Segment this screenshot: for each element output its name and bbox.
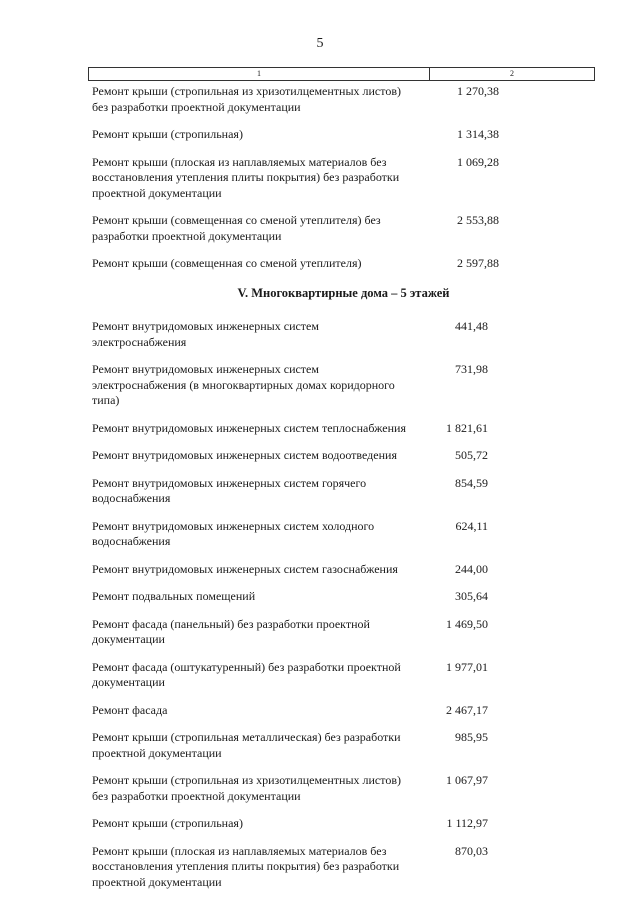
table-row: [92, 155, 595, 202]
row-value: 1 977,01: [446, 659, 488, 674]
row-description: Ремонт крыши (совмещенная со сменой утеплителя): [92, 256, 362, 270]
column-number-1: 1: [89, 68, 430, 80]
row-value: 731,98: [455, 362, 488, 376]
row-description: Ремонт внутридомовых инженерных систем холодного водоснабжения: [92, 518, 375, 548]
row-value: 624,11: [455, 518, 488, 533]
row-description: Ремонт крыши (стропильная из хризотилцементных листов) без разработки проектной документации: [92, 773, 401, 803]
row-value: 2 467,17: [446, 702, 488, 717]
row-description: Ремонт фасада (оштукатуренный) без разработки проектной документации: [92, 659, 401, 689]
table-row: [92, 476, 595, 507]
column-number-2: 2: [510, 69, 514, 78]
page-number: 5: [316, 36, 324, 51]
table-row: [92, 730, 595, 761]
table-row: [92, 519, 595, 550]
row-description: Ремонт крыши (стропильная металлическая) без разработки проектной документации: [92, 730, 401, 760]
row-value: 505,72: [455, 448, 488, 462]
section-title: V. Многоквартирные дома – 5 этажей: [237, 285, 450, 300]
table-row: [92, 844, 595, 891]
row-value: 1 469,50: [446, 616, 488, 631]
table-row: [92, 660, 595, 691]
row-description: Ремонт внутридомовых инженерных систем теплоснабжения: [92, 420, 406, 435]
table-row: [92, 213, 595, 244]
row-description: Ремонт внутридомовых инженерных систем электроснабжения: [92, 319, 319, 349]
row-description: Ремонт крыши (плоская из наплавляемых материалов без восстановления утепления плиты покрытия) без разработки проектной документации: [92, 843, 400, 889]
row-description: Ремонт фасада (панельный) без разработки проектной документации: [92, 616, 370, 646]
row-value: 1 069,28: [457, 154, 499, 169]
row-description: Ремонт подвальных помещений: [92, 589, 256, 603]
table-row: [92, 617, 595, 648]
cost-table: [92, 84, 595, 902]
row-value: 305,64: [455, 589, 488, 603]
table-row: [92, 773, 595, 804]
row-value: 244,00: [455, 561, 488, 576]
row-description: Ремонт крыши (плоская из наплавляемых материалов без восстановления утепления плиты покрытия) без разработки проектной документации: [92, 154, 400, 200]
table-row: [92, 703, 595, 719]
row-description: Ремонт внутридомовых инженерных систем газоснабжения: [92, 561, 398, 576]
table-row: [92, 562, 595, 578]
row-value: 854,59: [455, 475, 488, 490]
row-value: 870,03: [455, 843, 488, 858]
table-row: [92, 816, 595, 832]
row-value: 441,48: [455, 319, 488, 333]
row-value: 985,95: [455, 730, 488, 744]
table-row: [92, 589, 595, 605]
table-row: [92, 421, 595, 437]
row-description: Ремонт внутридомовых инженерных систем горячего водоснабжения: [92, 475, 367, 505]
row-description: Ремонт крыши (стропильная): [92, 816, 243, 830]
row-description: Ремонт крыши (стропильная): [92, 127, 243, 141]
row-description: Ремонт крыши (совмещенная со сменой утеплителя) без разработки проектной документации: [92, 213, 381, 243]
row-value: 1 821,61: [446, 420, 488, 435]
row-value: 1 270,38: [457, 84, 499, 98]
row-description: Ремонт внутридомовых инженерных систем водоотведения: [92, 448, 397, 462]
table-row: [92, 127, 595, 143]
row-description: Ремонт крыши (стропильная из хризотилцементных листов) без разработки проектной документации: [92, 84, 401, 114]
row-value: 1 314,38: [457, 127, 499, 141]
table-row: [92, 319, 595, 350]
row-value: 1 067,97: [446, 773, 488, 787]
row-value: 1 112,97: [446, 816, 488, 830]
table-row: [92, 256, 595, 272]
table-row: [92, 362, 595, 409]
table-row: [92, 84, 595, 115]
table-row: [92, 448, 595, 464]
row-description: Ремонт внутридомовых инженерных систем электроснабжения (в многоквартирных домах коридорного типа): [92, 362, 395, 407]
row-value: 2 597,88: [457, 256, 499, 270]
row-description: Ремонт фасада: [92, 702, 168, 717]
table-column-header: [88, 67, 595, 81]
row-value: 2 553,88: [457, 213, 499, 227]
